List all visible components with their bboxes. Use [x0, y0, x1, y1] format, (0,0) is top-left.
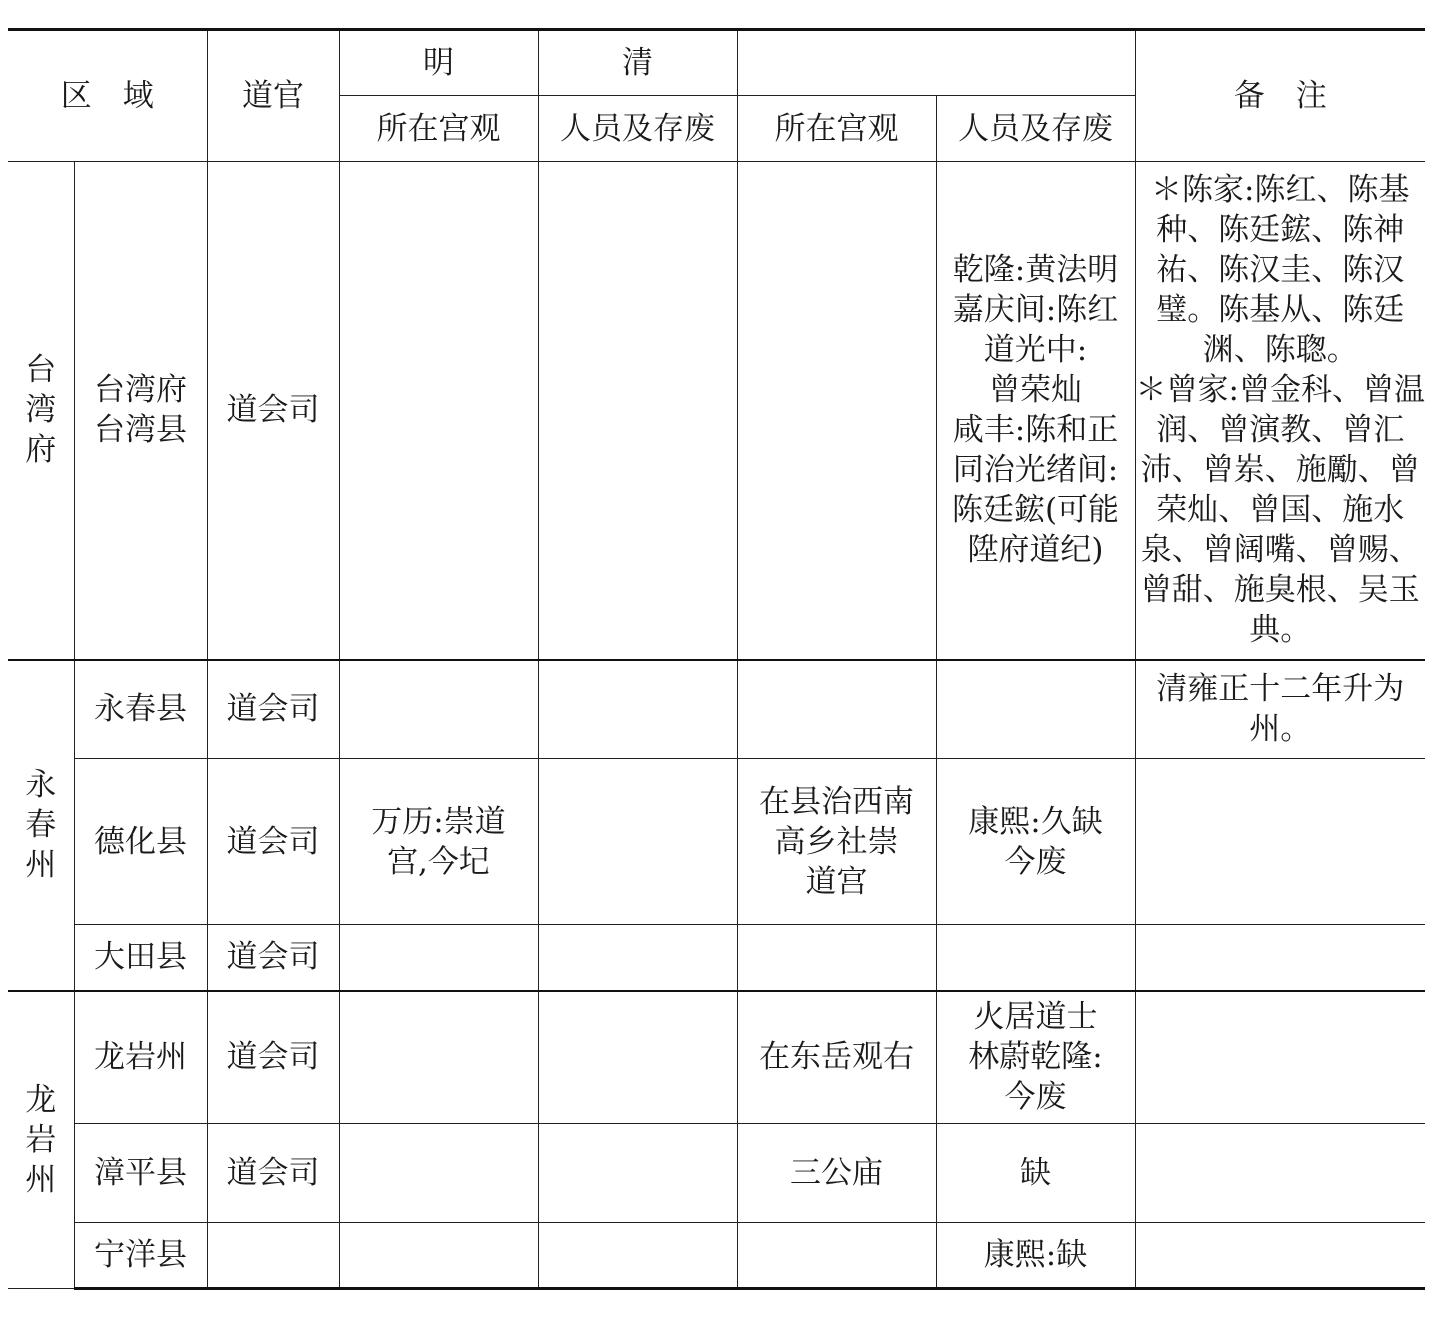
daoguan-cell: 道会司: [207, 162, 339, 660]
table-row: [8, 759, 1425, 925]
county-cell: 龙岩州: [74, 991, 207, 1124]
qing-renyuan-cell: [936, 925, 1135, 991]
daoguan-cell: 道会司: [207, 1124, 339, 1223]
qing-gongguan-cell: 三公庙: [737, 1124, 936, 1223]
ming-gongguan-cell: [339, 1223, 538, 1289]
qing-renyuan-cell: 康熙:缺: [936, 1223, 1135, 1289]
qing-renyuan-cell: 缺: [936, 1124, 1135, 1223]
note-cell: [1135, 925, 1425, 991]
ming-gongguan-cell: [339, 660, 538, 759]
note-cell: ＊陈家:陈红、陈基种、陈廷鋐、陈神祐、陈汉圭、陈汉璧。陈基从、陈廷渊、陈聦。 ＊曾家:曾金科、曾温润、曾演教、曾汇沛、曾岽、施勵、曾荣灿、曾国、施水泉、曾阔嘴、曾赐、曾甜、施臭根、吴玉典。: [1135, 162, 1425, 660]
daoguan-cell: [207, 1223, 339, 1289]
header-ming-gongguan: 所在宫观: [339, 96, 538, 162]
qing-renyuan-cell: 康熙:久缺 今废: [936, 759, 1135, 925]
table-row: [8, 991, 1425, 1124]
ming-renyuan-cell: [538, 1223, 737, 1289]
county-cell: 宁洋县: [74, 1223, 207, 1289]
ming-gongguan-cell: [339, 991, 538, 1124]
table-row: [8, 925, 1425, 991]
ming-gongguan-cell: [339, 162, 538, 660]
ming-renyuan-cell: [538, 759, 737, 925]
daoguan-cell: 道会司: [207, 660, 339, 759]
note-cell: 清雍正十二年升为州。: [1135, 660, 1425, 759]
group-name: 台湾府: [8, 162, 74, 660]
group-name: 永春州: [8, 660, 74, 991]
daoguan-cell: 道会司: [207, 991, 339, 1124]
qing-renyuan-cell: 乾隆:黄法明 嘉庆间:陈红 道光中: 曾荣灿 咸丰:陈和正 同治光绪间: 陈廷鋐(可能 陞府道纪): [936, 162, 1135, 660]
qing-gongguan-cell: 在县治西南 高乡社崇 道宫: [737, 759, 936, 925]
header-blank: [737, 30, 1135, 96]
county-cell: 德化县: [74, 759, 207, 925]
table-row: [8, 660, 1425, 759]
daoguan-cell: 道会司: [207, 759, 339, 925]
county-cell: 永春县: [74, 660, 207, 759]
county-cell: 大田县: [74, 925, 207, 991]
note-cell: [1135, 759, 1425, 925]
ming-gongguan-cell: 万历:崇道 宫,今圮: [339, 759, 538, 925]
header-qing-gongguan: 所在宫观: [737, 96, 936, 162]
ming-renyuan-cell: [538, 162, 737, 660]
table-row: [8, 162, 1425, 660]
table-row: [8, 1223, 1425, 1289]
qing-renyuan-cell: [936, 660, 1135, 759]
note-cell: [1135, 1223, 1425, 1289]
ming-gongguan-cell: [339, 1124, 538, 1223]
ming-renyuan-cell: [538, 991, 737, 1124]
qing-renyuan-cell: 火居道士 林蔚乾隆: 今废: [936, 991, 1135, 1124]
table-row: [8, 1124, 1425, 1223]
header-qing: 清: [538, 30, 737, 96]
ming-renyuan-cell: [538, 660, 737, 759]
qing-gongguan-cell: [737, 660, 936, 759]
header-ming-renyuan: 人员及存废: [538, 96, 737, 162]
county-cell: 台湾府 台湾县: [74, 162, 207, 660]
daoguan-cell: 道会司: [207, 925, 339, 991]
note-cell: [1135, 1124, 1425, 1223]
qing-gongguan-cell: [737, 1223, 936, 1289]
ming-renyuan-cell: [538, 1124, 737, 1223]
daoguan-table: [8, 28, 1425, 1290]
county-cell: 漳平县: [74, 1124, 207, 1223]
header-qing-renyuan: 人员及存废: [936, 96, 1135, 162]
qing-gongguan-cell: [737, 925, 936, 991]
header-beizhu: 备 注: [1135, 30, 1425, 162]
qing-gongguan-cell: 在东岳观右: [737, 991, 936, 1124]
ming-gongguan-cell: [339, 925, 538, 991]
group-name: 龙岩州: [8, 991, 74, 1289]
note-cell: [1135, 991, 1425, 1124]
header-ming: 明: [339, 30, 538, 96]
ming-renyuan-cell: [538, 925, 737, 991]
qing-gongguan-cell: [737, 162, 936, 660]
header-daoguan: 道官: [207, 30, 339, 162]
header-region: 区 域: [8, 30, 207, 162]
